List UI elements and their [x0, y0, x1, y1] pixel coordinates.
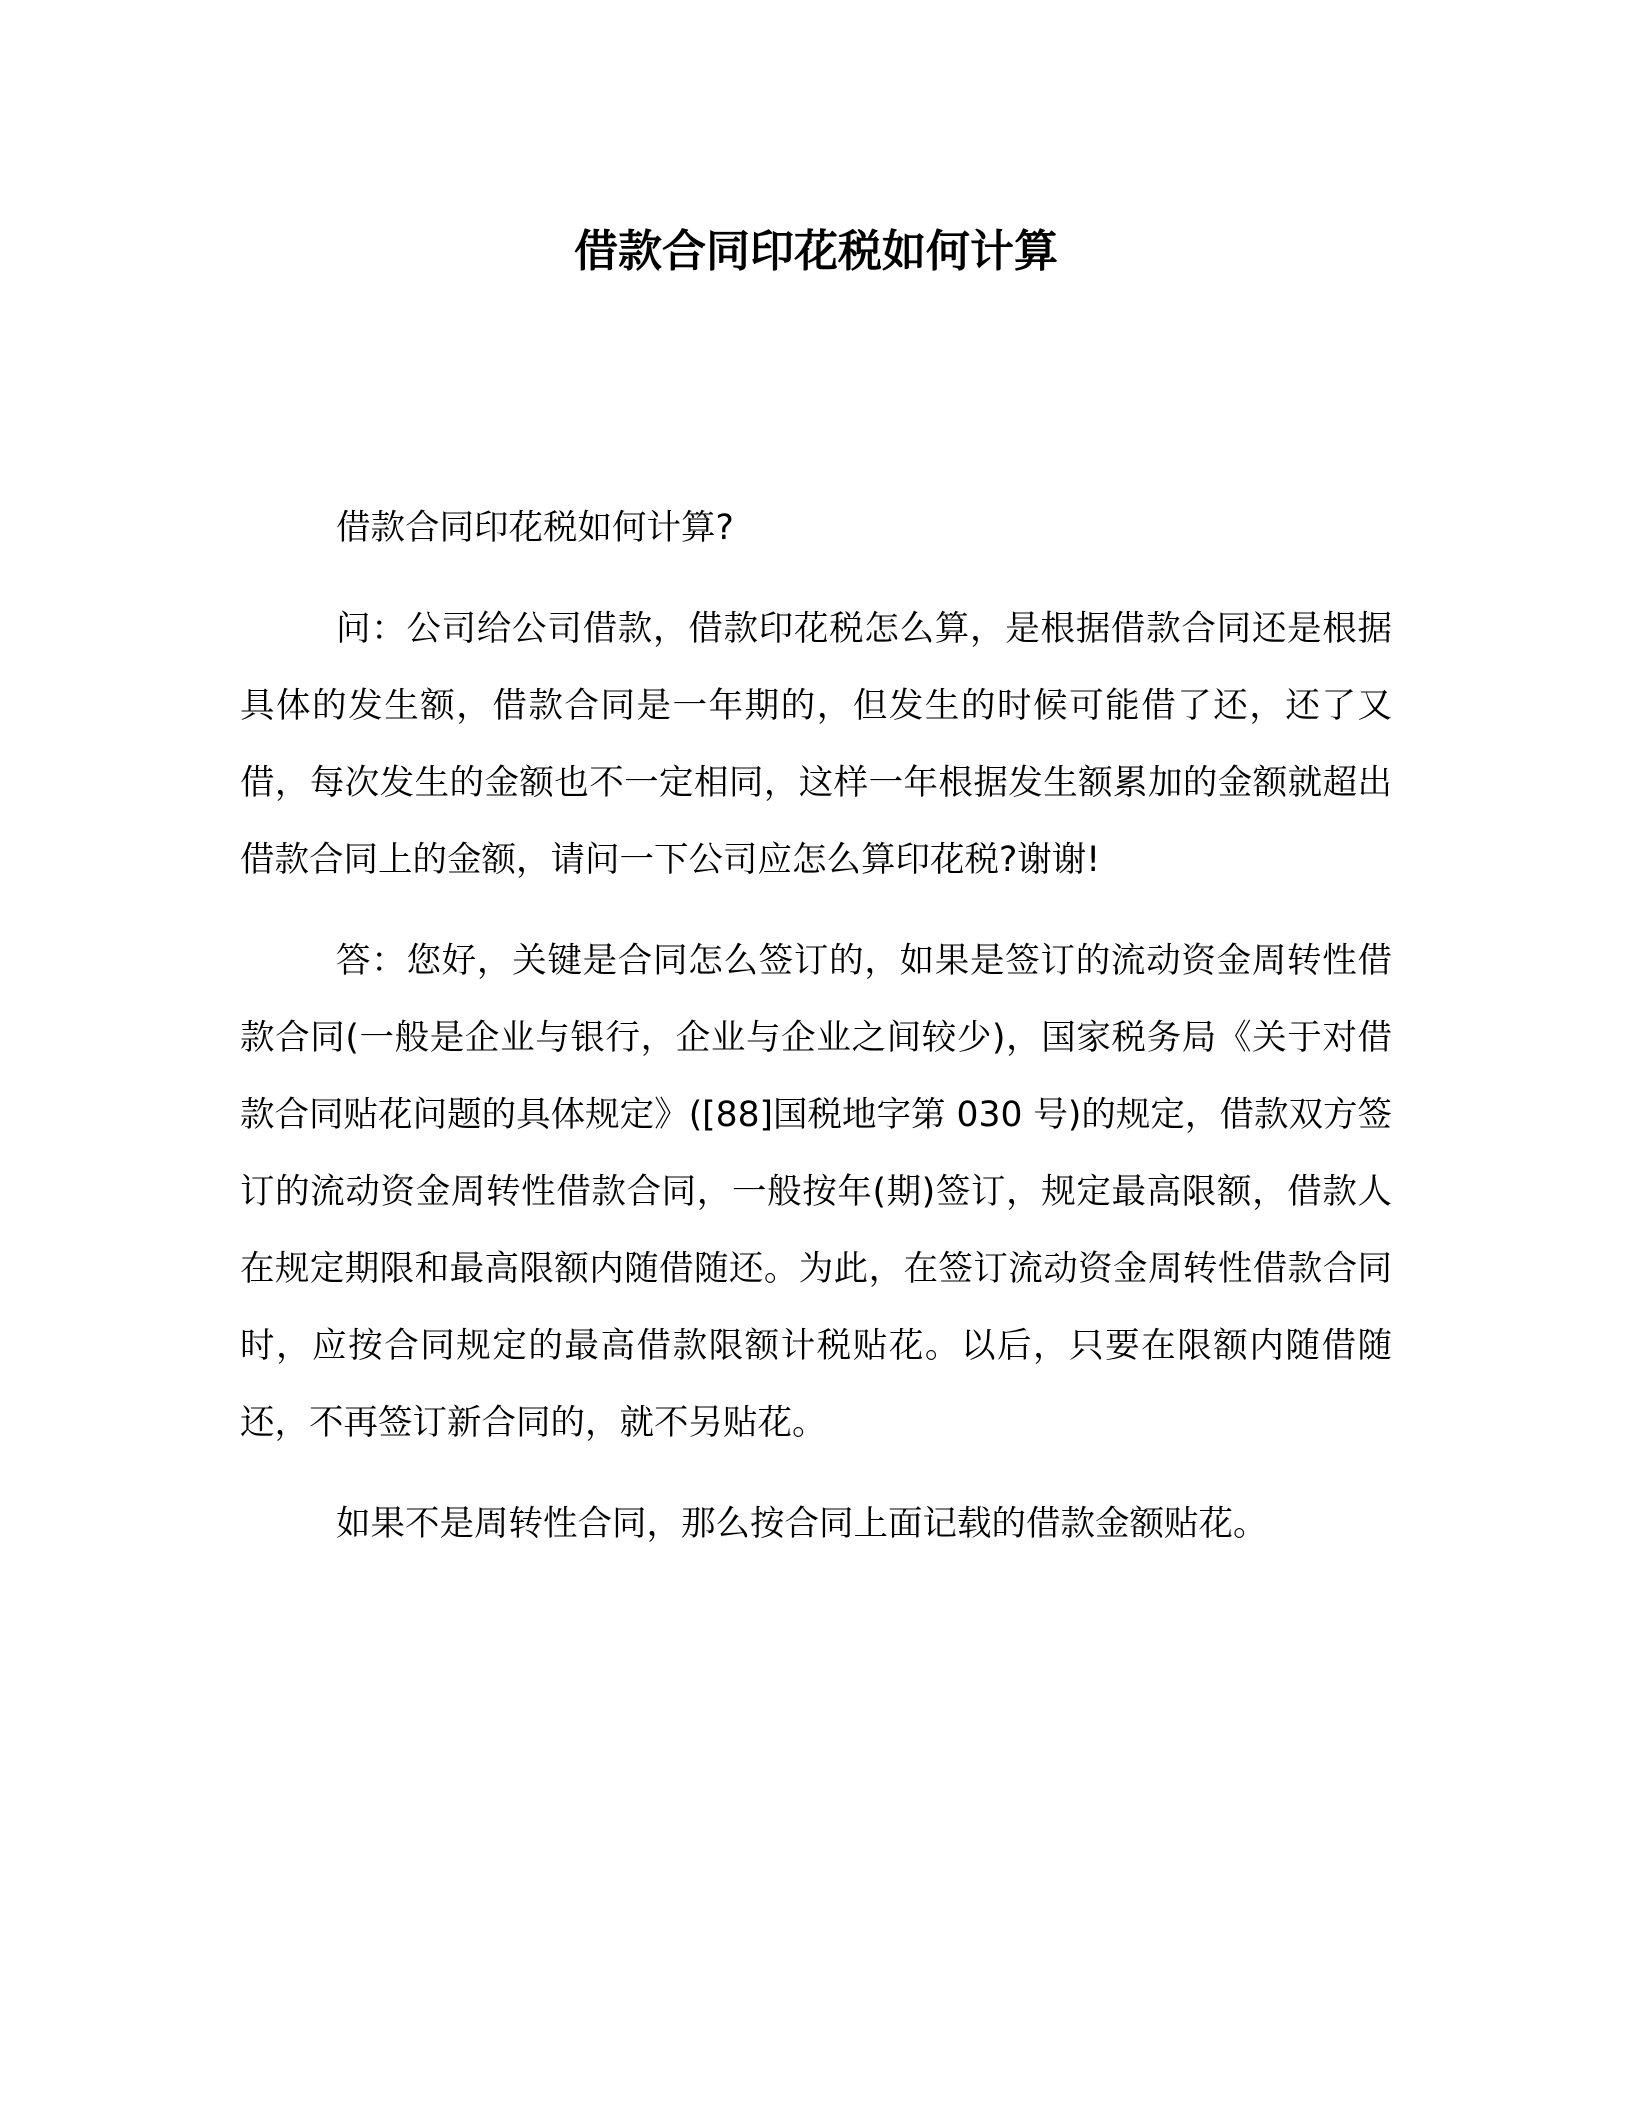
paragraph-heading-question: 借款合同印花税如何计算? — [336, 508, 734, 548]
paragraph-conclusion: 如果不是周转性合同，那么按合同上面记载的借款金额贴花。 — [336, 1504, 1268, 1544]
document-body — [240, 490, 1392, 1587]
paragraph-answer: 答：您好，关键是合同怎么签订的，如果是签订的流动资金周转性借款合同(一般是企业与银行，企业与企业之间较少)，国家税务局《关于对借款合同贴花问题的具体规定》([88]国税地字第 030 号)的规定，借款双方签订的流动资金周转性借款合同，一般按年(期)签订，规定最高限额，借款人在规定期限和最高限额内随借随还。为此，在签订流动资金周转性借款合同时，应按合同规定的最高借款限额计税贴花。以后，只要在限额内随借随还，不再签订新合同的，就不另贴花。 — [240, 941, 1392, 1443]
document-title: 借款合同印花税如何计算 — [574, 226, 1058, 277]
paragraph-question: 问：公司给公司借款，借款印花税怎么算，是根据借款合同还是根据具体的发生额，借款合同是一年期的，但发生的时候可能借了还，还了又借，每次发生的金额也不一定相同，这样一年根据发生额累加的金额就超出借款合同上的金额，请问一下公司应怎么算印花税?谢谢! — [240, 609, 1392, 880]
